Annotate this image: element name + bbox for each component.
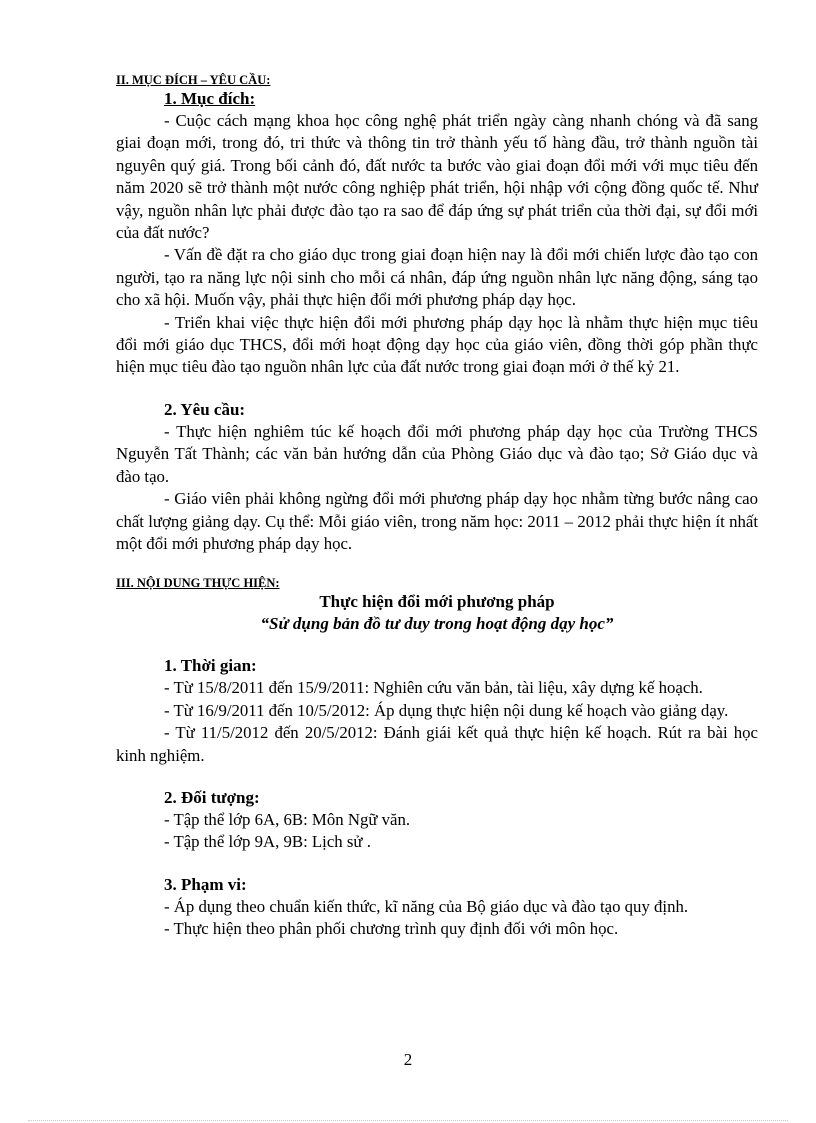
time-item: - Từ 15/8/2011 đến 15/9/2011: Nghiên cứu văn bản, tài liệu, xây dựng kế hoạch. bbox=[164, 678, 703, 698]
requirements-paragraph: - Thực hiện nghiêm túc kế hoạch đổi mới phương pháp dạy học của Trường THCS Nguyễn Tất Thành; các văn bản hướng dẫn của Phòng Giáo dục và đào tạo; Sở Giáo dục và đào tạo. bbox=[116, 421, 758, 486]
scope-item: - Thực hiện theo phân phối chương trình quy định đối với môn học. bbox=[164, 919, 619, 939]
time-item: - Từ 11/5/2012 đến 20/5/2012: Đánh giái kết quả thực hiện kế hoạch. Rút ra bài học kinh nghiệm. bbox=[116, 723, 758, 765]
scope-item: - Áp dụng theo chuẩn kiến thức, kĩ năng của Bộ giáo dục và đào tạo quy định. bbox=[164, 896, 689, 916]
time-item: - Từ 16/9/2011 đến 10/5/2012: Áp dụng thực hiện nội dung kế hoạch vào giảng dạy. bbox=[164, 700, 729, 720]
plan-title: Thực hiện đổi mới phương pháp bbox=[319, 592, 555, 612]
section-2-heading: II. MỤC ĐÍCH – YÊU CẦU: bbox=[116, 73, 271, 87]
requirements-paragraph: - Giáo viên phải không ngừng đổi mới phương pháp dạy học nhằm từng bước nâng cao chất lượng giảng dạy. Cụ thể: Mỗi giáo viên, trong năm học: 2011 – 2012 phải thực hiện ít nhất một đổi mới phương pháp dạy học. bbox=[116, 489, 758, 553]
plan-subtitle: “Sử dụng bản đồ tư duy trong hoạt động dạy học” bbox=[260, 614, 614, 634]
target-item: - Tập thể lớp 6A, 6B: Môn Ngữ văn. bbox=[164, 809, 411, 829]
purpose-heading: 1. Mục đích: bbox=[164, 89, 256, 108]
time-heading: 1. Thời gian: bbox=[164, 656, 257, 676]
purpose-paragraph: - Triển khai việc thực hiện đổi mới phương pháp dạy học là nhằm thực hiện mục tiêu đổi mới giáo dục THCS, đổi mới hoạt động dạy học của giáo viên, đồng thời góp phần thực hiện mục tiêu đào tạo nguồn nhân lực của đất nước trong giai đoạn mới ở thế kỷ 21. bbox=[116, 312, 758, 377]
section-3-heading: III. NỘI DUNG THỰC HIỆN: bbox=[116, 576, 280, 591]
purpose-paragraph: - Cuộc cách mạng khoa học công nghệ phát triển ngày càng nhanh chóng và đã sang giai đoạn mới, trong đó, tri thức và thông tin trở thành yếu tố hàng đầu, trở thành nguồn tài nguyên quý giá. Trong bối cảnh đó, đất nước ta bước vào giai đoạn đổi mới với mục tiêu đến năm 2020 sẽ trở thành một nước công nghiệp phát triển, hội nhập với cộng đồng quốc tế. Như vậy, nguồn nhân lực phải được đào tạo ra sao để đáp ứng sự phát triển của thời đại, sự đổi mới của đất nước? bbox=[116, 111, 758, 243]
page-content bbox=[116, 72, 758, 941]
page-number: 2 bbox=[403, 1050, 413, 1069]
scope-heading: 3. Phạm vi: bbox=[164, 874, 247, 894]
requirements-heading: 2. Yêu cầu: bbox=[164, 399, 246, 419]
target-item: - Tập thể lớp 9A, 9B: Lịch sử . bbox=[164, 832, 371, 852]
purpose-paragraph: - Vấn đề đặt ra cho giáo dục trong giai đoạn hiện nay là đổi mới chiến lược đào tạo con người, tạo ra năng lực nội sinh cho mỗi cá nhân, đáp ứng nguồn nhân lực năng động, sáng tạo cho xã hội. Muốn vậy, phải thực hiện đổi mới phương pháp dạy học. bbox=[116, 245, 758, 310]
page-bottom-divider bbox=[28, 1120, 788, 1121]
target-heading: 2. Đối tượng: bbox=[164, 787, 260, 807]
